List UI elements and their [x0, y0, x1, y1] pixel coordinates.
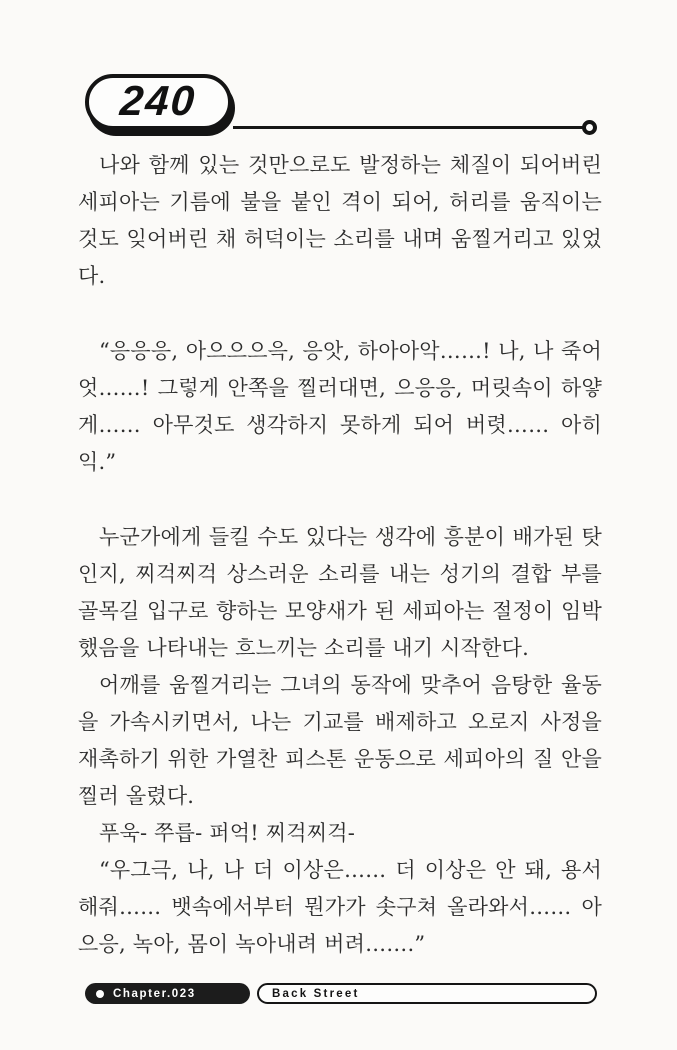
paragraph-dialogue: “응응응, 아으으으윽, 응앗, 하아아악……! 나, 나 죽어엇……! 그렇게 안쪽을 찔러대면, 으응응, 머릿속이 하얗게…… 아무것도 생각하지 못하게 되어 버렷…… 아히익.” — [78, 339, 602, 474]
paragraph: 나와 함께 있는 것만으로도 발정하는 체질이 되어버린 세피아는 기름에 불을 붙인 격이 되어, 허리를 움직이는 것도 잊어버린 채 허덕이는 소리를 내며 움찔거리고 있었다. — [78, 153, 602, 288]
line-end-ring-icon — [582, 120, 597, 135]
paragraph: 누군가에게 들킬 수도 있다는 생각에 흥분이 배가된 탓인지, 찌걱찌걱 상스러운 소리를 내는 성기의 결합 부를 골목길 입구로 향하는 모양새가 된 세피아는 절정이 임박했음을 나타내는 흐느끼는 소리를 내기 시작한다. — [78, 525, 602, 660]
chapter-badge — [85, 983, 250, 1004]
paragraph: 어깨를 움찔거리는 그녀의 동작에 맞추어 음탕한 율동을 가속시키면서, 나는 기교를 배제하고 오로지 사정을 재촉하기 위한 가열찬 피스톤 운동으로 세피아의 질 안을 찔러 올렸다. — [78, 673, 602, 808]
book-title-label: Back Street — [272, 987, 360, 1000]
paragraph-sfx: 푸욱- 쭈릅- 퍼억! 찌걱찌걱- — [99, 821, 356, 845]
body-text — [78, 147, 602, 963]
chapter-label: Chapter.023 — [113, 987, 196, 1000]
page-number-badge — [85, 74, 232, 130]
book-title-badge — [257, 983, 597, 1004]
bullet-dot-icon — [96, 990, 104, 998]
header-rule-line — [233, 126, 583, 129]
page-number: 240 — [118, 77, 199, 124]
paragraph-dialogue: “우그극, 나, 나 더 이상은…… 더 이상은 안 돼, 용서해줘…… 뱃속에서부터 뭔가가 솟구쳐 올라와서…… 아으응, 녹아, 몸이 녹아내려 버려…….” — [78, 858, 602, 956]
